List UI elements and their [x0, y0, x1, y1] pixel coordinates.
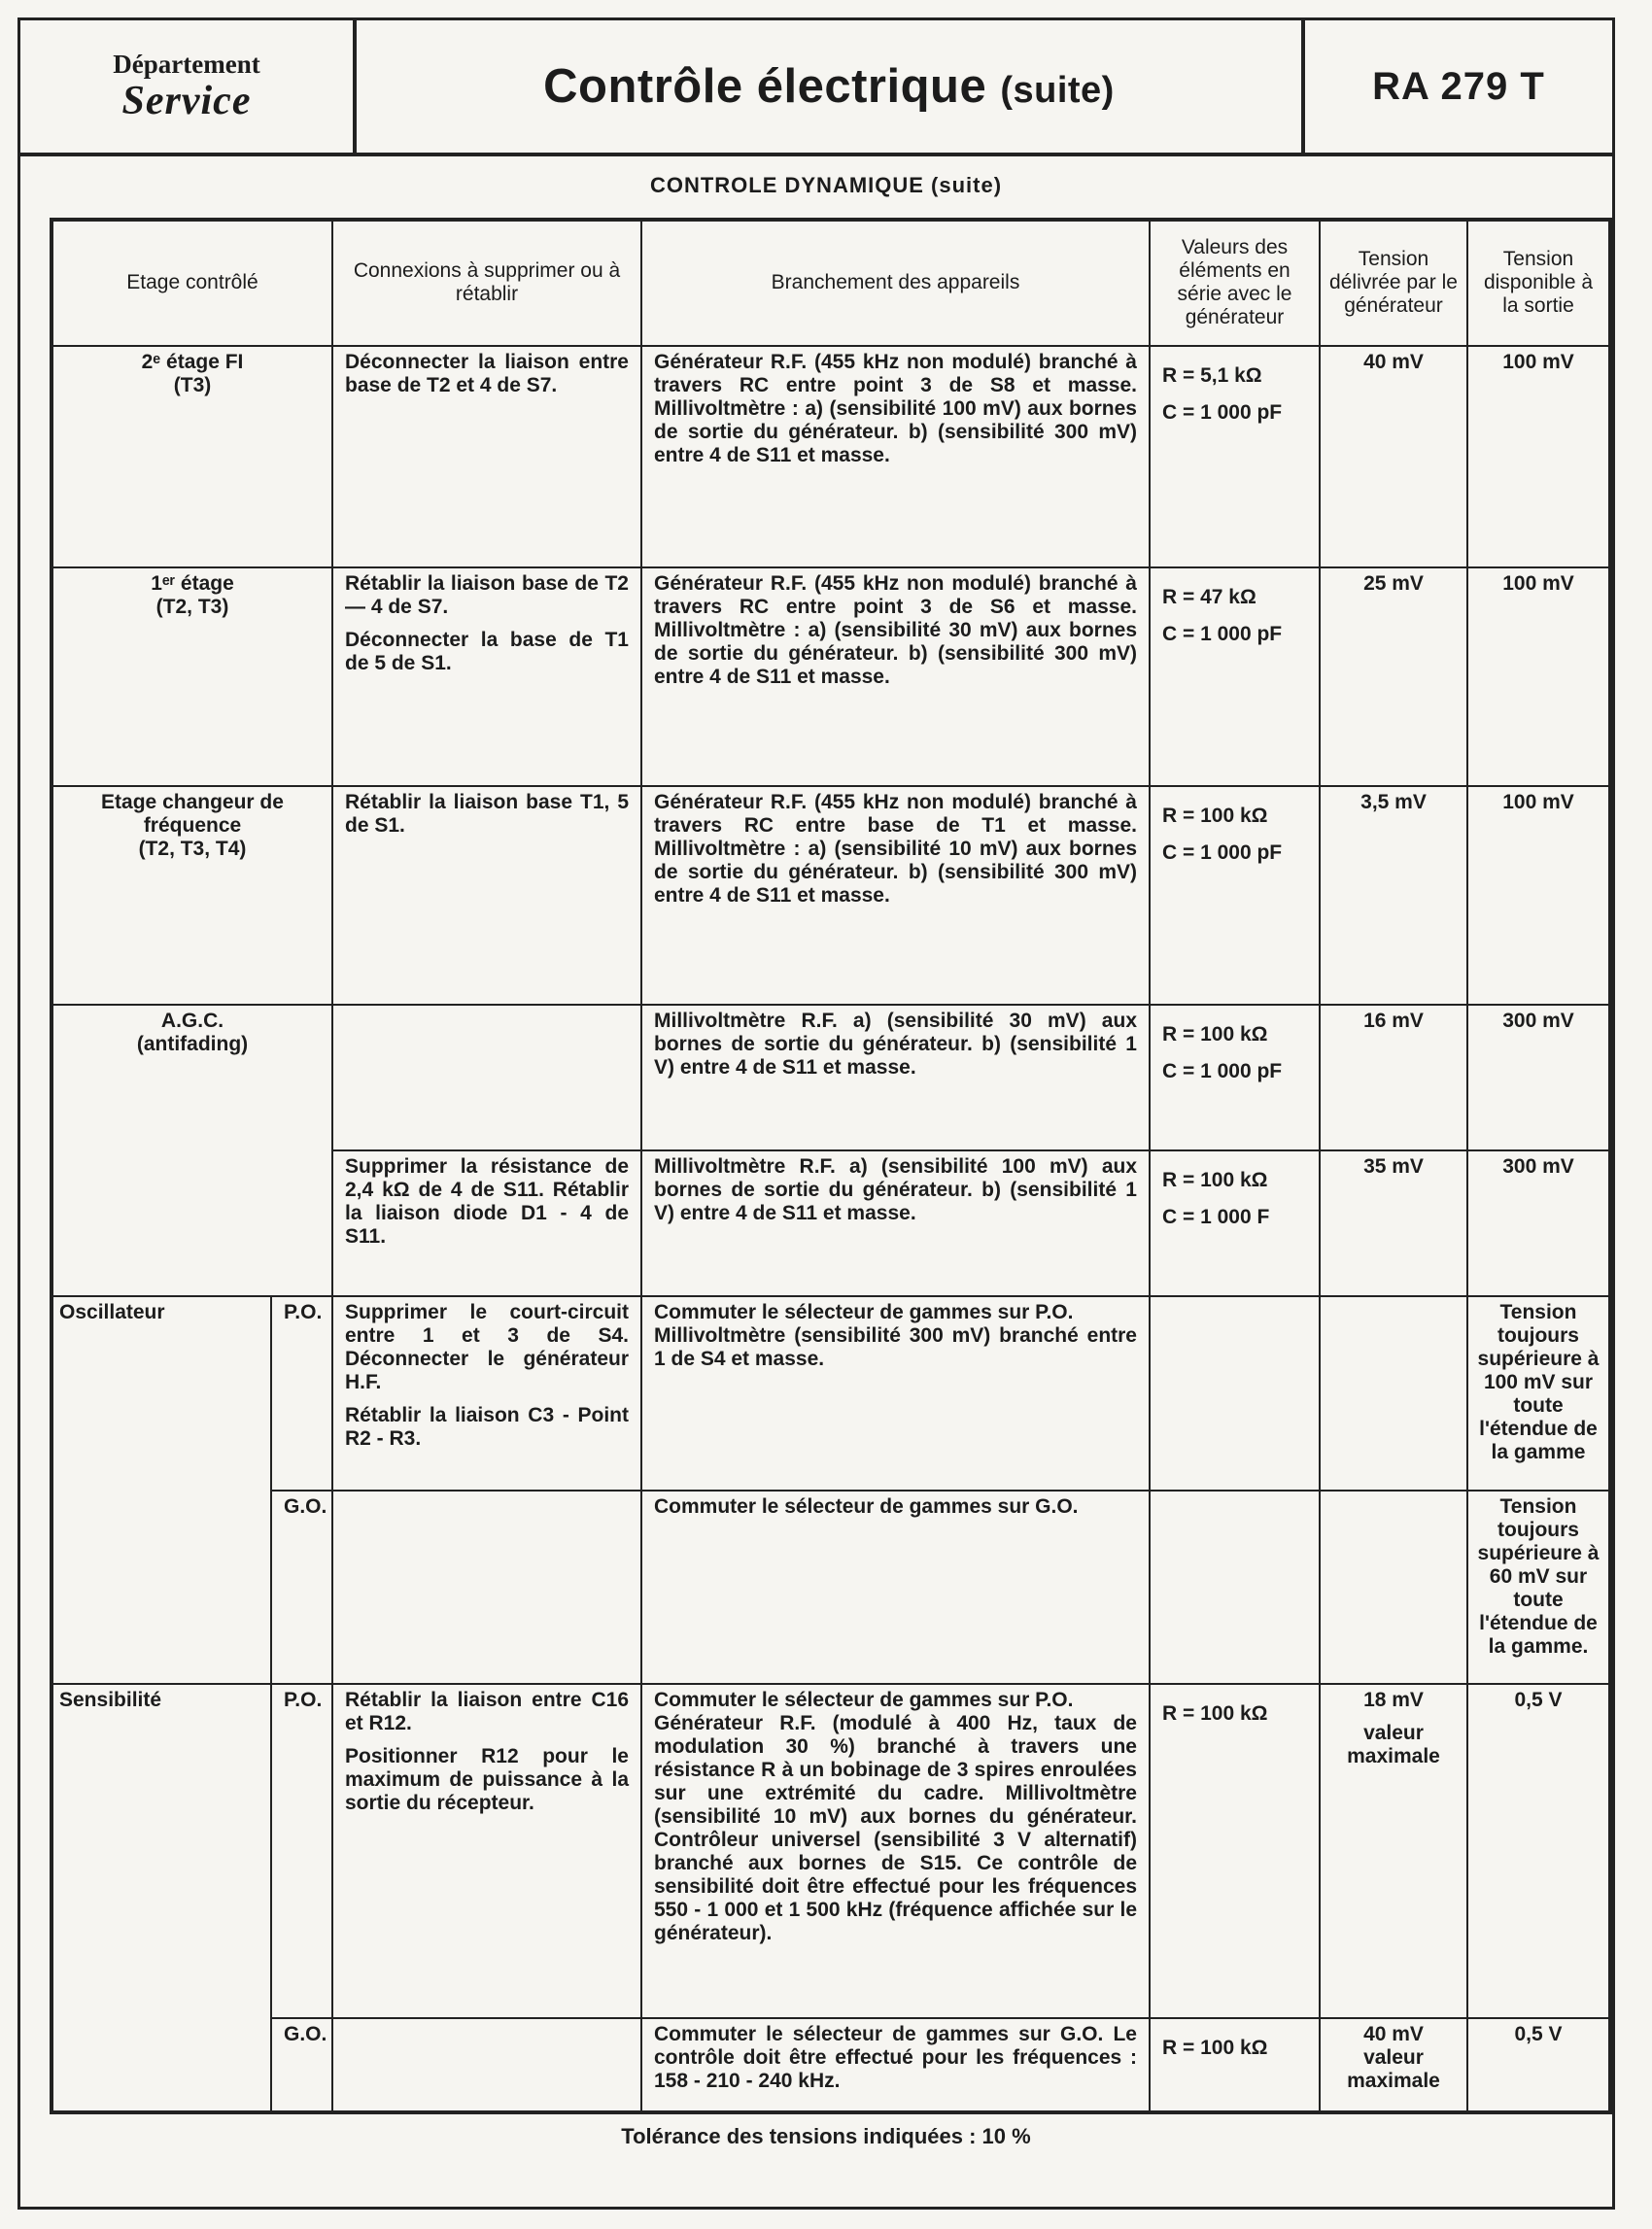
etage-label: 2ᵉ étage FI	[141, 350, 244, 373]
etage-subtitle: (antifading)	[136, 1032, 249, 1055]
service-label: Service	[121, 79, 252, 123]
table-row	[52, 2018, 1610, 2112]
branchement-text: Le contrôle doit être effectué pour les fréquences : 158 - 210 - 240 kHz.	[654, 2022, 1137, 2092]
table-row	[52, 567, 1610, 786]
valeurs-cell	[1150, 1005, 1320, 1150]
band-label: G.O.	[271, 1491, 332, 1683]
valeurs-cell	[1150, 1150, 1320, 1296]
branchement-cell: Générateur R.F. (455 kHz non modulé) branché à travers RC entre base de T1 et masse. Millivoltmètre : a) (sensibilité 10 mV) aux bornes de sortie du générateur. b) (sensibilité 300 mV) entre 4 de S11 et masse.	[641, 786, 1150, 1005]
valeurs-cell	[1150, 786, 1320, 1005]
tension-sortie-cell: 0,5 V	[1467, 2018, 1610, 2112]
etage-transistors: (T2, T3, T4)	[138, 838, 247, 861]
header-etage: Etage contrôlé	[52, 220, 332, 346]
resistance-value: R = 100 kΩ	[1162, 1022, 1268, 1046]
branchement-band: P.O.	[1035, 1688, 1074, 1711]
tension-note: valeur maximale	[1347, 1721, 1440, 1767]
capacitance-value: C = 1 000 pF	[1162, 1059, 1283, 1082]
connexion-text: Rétablir la liaison base de T2 — 4 de S7.	[345, 572, 629, 619]
tension-sortie-cell: 300 mV	[1467, 1005, 1610, 1150]
tension-sortie-cell: Tension toujours supérieure à 100 mV sur toute l'étendue de la gamme	[1467, 1296, 1610, 1491]
model-reference: RA 279 T	[1372, 64, 1545, 108]
control-table	[50, 218, 1612, 2114]
valeurs-cell	[1150, 1296, 1320, 1491]
branchement-cell: Millivoltmètre R.F. a) (sensibilité 100 mV) aux bornes de sortie du générateur. b) (sensibilité 1 V) entre 4 de S11 et masse.	[641, 1150, 1150, 1296]
department-block	[20, 20, 357, 153]
connexion-text: Rétablir la liaison base T1, 5 de S1.	[345, 791, 629, 838]
etage-cell	[52, 346, 332, 568]
connexions-cell	[332, 1684, 641, 2018]
connexion-text: Supprimer le court-circuit entre 1 et 3 de S4. Déconnecter le générateur H.F.	[345, 1300, 629, 1393]
connexion-text: Déconnecter la liaison entre base de T2 et 4 de S7.	[345, 350, 629, 396]
capacitance-value: C = 1 000 F	[1162, 1205, 1270, 1228]
resistance-value: R = 100 kΩ	[1162, 1168, 1268, 1191]
tension-sortie-cell: 300 mV	[1467, 1150, 1610, 1296]
tension-sortie-cell: 0,5 V	[1467, 1684, 1610, 2018]
connexion-text: Positionner R12 pour le maximum de puissance à la sortie du récepteur.	[345, 1744, 629, 1814]
connexions-cell	[332, 1005, 641, 1150]
tension-delivree-cell	[1320, 2018, 1467, 2112]
tolerance-note: Tolérance des tensions indiquées : 10 %	[621, 2124, 1031, 2148]
connexions-cell	[332, 2018, 641, 2112]
table-row	[52, 1005, 1610, 1150]
band-label: G.O.	[271, 2018, 332, 2112]
header-connexions: Connexions à supprimer ou à rétablir	[332, 220, 641, 346]
capacitance-value: C = 1 000 pF	[1162, 400, 1283, 424]
connexion-text: Rétablir la liaison C3 - Point R2 - R3.	[345, 1403, 629, 1450]
tension-sortie-cell: 100 mV	[1467, 567, 1610, 786]
capacitance-value: C = 1 000 pF	[1162, 623, 1283, 646]
tension-value: 18 mV	[1363, 1688, 1424, 1711]
resistance-value: R = 47 kΩ	[1162, 586, 1256, 609]
branchement-band: P.O.	[1035, 1300, 1074, 1323]
etage-cell: Oscillateur	[52, 1296, 271, 1684]
etage-transistors: (T3)	[173, 373, 212, 396]
branchement-cell	[641, 1684, 1150, 2018]
page-header	[20, 20, 1612, 156]
tension-delivree-cell: 16 mV	[1320, 1005, 1467, 1150]
connexion-text: Déconnecter la base de T1 de 5 de S1.	[345, 629, 629, 675]
section-title: CONTROLE DYNAMIQUE (suite)	[649, 173, 1003, 197]
valeurs-cell	[1150, 1684, 1320, 2018]
branchement-intro: Commuter le sélecteur de gammes sur	[654, 1495, 1030, 1519]
tension-delivree-cell	[1320, 1684, 1467, 2018]
resistance-value: R = 100 kΩ	[1162, 2036, 1268, 2059]
branchement-cell: Millivoltmètre R.F. a) (sensibilité 30 mV) aux bornes de sortie du générateur. b) (sensibilité 1 V) entre 4 de S11 et masse.	[641, 1005, 1150, 1150]
tension-delivree-cell	[1320, 1491, 1467, 1683]
header-tension-sortie: Tension disponible à la sortie	[1467, 220, 1610, 346]
branchement-band: G.O.	[1059, 2022, 1104, 2045]
branchement-cell	[641, 1491, 1150, 1683]
valeurs-cell	[1150, 346, 1320, 568]
branchement-band: G.O.	[1035, 1495, 1079, 1519]
connexions-cell	[332, 1491, 641, 1683]
tension-delivree-cell: 3,5 mV	[1320, 786, 1467, 1005]
table-row	[52, 1684, 1610, 2018]
department-label: Département	[113, 50, 260, 79]
connexions-cell	[332, 567, 641, 786]
header-branchement: Branchement des appareils	[641, 220, 1150, 346]
title-suffix: (suite)	[1000, 70, 1115, 111]
title-text: Contrôle électrique	[543, 60, 987, 113]
reference-block	[1305, 20, 1612, 153]
branchement-intro: Commuter le sélecteur de gammes sur	[654, 2022, 1050, 2045]
table-row	[52, 786, 1610, 1005]
connexions-cell	[332, 346, 641, 568]
header-tension-delivree: Tension délivrée par le générateur	[1320, 220, 1467, 346]
connexions-cell	[332, 786, 641, 1005]
page-title	[543, 59, 1115, 114]
branchement-cell	[641, 2018, 1150, 2112]
etage-cell: Sensibilité	[52, 1684, 271, 2112]
resistance-value: R = 100 kΩ	[1162, 805, 1268, 828]
connexion-text: Rétablir la liaison entre C16 et R12.	[345, 1688, 629, 1734]
resistance-value: R = 5,1 kΩ	[1162, 363, 1262, 387]
etage-label: A.G.C.	[160, 1009, 224, 1032]
branchement-cell: Générateur R.F. (455 kHz non modulé) branché à travers RC entre point 3 de S8 et masse. Millivoltmètre : a) (sensibilité 100 mV) aux bornes de sortie du générateur. b) (sensibilité 300 mV) entre 4 de S11 et masse.	[641, 346, 1150, 568]
tension-delivree-cell	[1320, 1296, 1467, 1491]
branchement-cell: Générateur R.F. (455 kHz non modulé) branché à travers RC entre point 3 de S6 et masse. Millivoltmètre : a) (sensibilité 30 mV) aux bornes de sortie du générateur. b) (sensibilité 300 mV) entre 4 de S11 et masse.	[641, 567, 1150, 786]
branchement-text: Générateur R.F. (modulé à 400 Hz, taux de modulation 30 %) branché à travers une résistance R à un bobinage de 3 spires enroulées sur une extrémité du cadre. Millivoltmètre (sensibilité 10 mV) aux bornes du générateur. Contrôleur universel (sensibilité 3 V alternatif) branché aux bornes de S15. Ce contrôle de sensibilité doit être effectué pour les fréquences 550 - 1 000 et 1 500 kHz (fréquence affichée sur le générateur).	[654, 1711, 1137, 1944]
etage-cell	[52, 786, 332, 1005]
table-row	[52, 1491, 1610, 1683]
tension-sortie-cell: 100 mV	[1467, 346, 1610, 568]
branchement-intro: Commuter le sélecteur de gammes sur	[654, 1688, 1030, 1711]
etage-label: 1ᵉʳ étage	[151, 572, 234, 596]
etage-label: Etage changeur de fréquence	[101, 791, 284, 838]
resistance-value: R = 100 kΩ	[1162, 1701, 1268, 1725]
tension-value: 40 mV	[1363, 2022, 1424, 2045]
title-block	[357, 20, 1305, 153]
branchement-cell	[641, 1296, 1150, 1491]
connexions-cell	[332, 1296, 641, 1491]
etage-cell	[52, 567, 332, 786]
valeurs-cell	[1150, 567, 1320, 786]
branchement-intro: Commuter le sélecteur de gammes sur	[654, 1300, 1030, 1323]
valeurs-cell	[1150, 1491, 1320, 1683]
valeurs-cell	[1150, 2018, 1320, 2112]
header-valeurs: Valeurs des éléments en série avec le générateur	[1150, 220, 1320, 346]
connexions-cell: Supprimer la résistance de 2,4 kΩ de 4 de S11. Rétablir la liaison diode D1 - 4 de S11.	[332, 1150, 641, 1296]
table-row	[52, 346, 1610, 568]
tension-sortie-cell: 100 mV	[1467, 786, 1610, 1005]
tension-delivree-cell: 25 mV	[1320, 567, 1467, 786]
tension-sortie-cell: Tension toujours supérieure à 60 mV sur toute l'étendue de la gamme.	[1467, 1491, 1610, 1683]
branchement-text: Millivoltmètre (sensibilité 300 mV) branché entre 1 de S4 et masse.	[654, 1323, 1137, 1370]
tension-note: valeur maximale	[1347, 2045, 1440, 2092]
tension-delivree-cell: 35 mV	[1320, 1150, 1467, 1296]
tension-delivree-cell: 40 mV	[1320, 346, 1467, 568]
table-row	[52, 1296, 1610, 1491]
capacitance-value: C = 1 000 pF	[1162, 841, 1283, 865]
band-label: P.O.	[271, 1684, 332, 2018]
table-header-row	[52, 220, 1610, 346]
band-label: P.O.	[271, 1296, 332, 1491]
etage-transistors: (T2, T3)	[155, 596, 229, 619]
etage-cell	[52, 1005, 332, 1296]
